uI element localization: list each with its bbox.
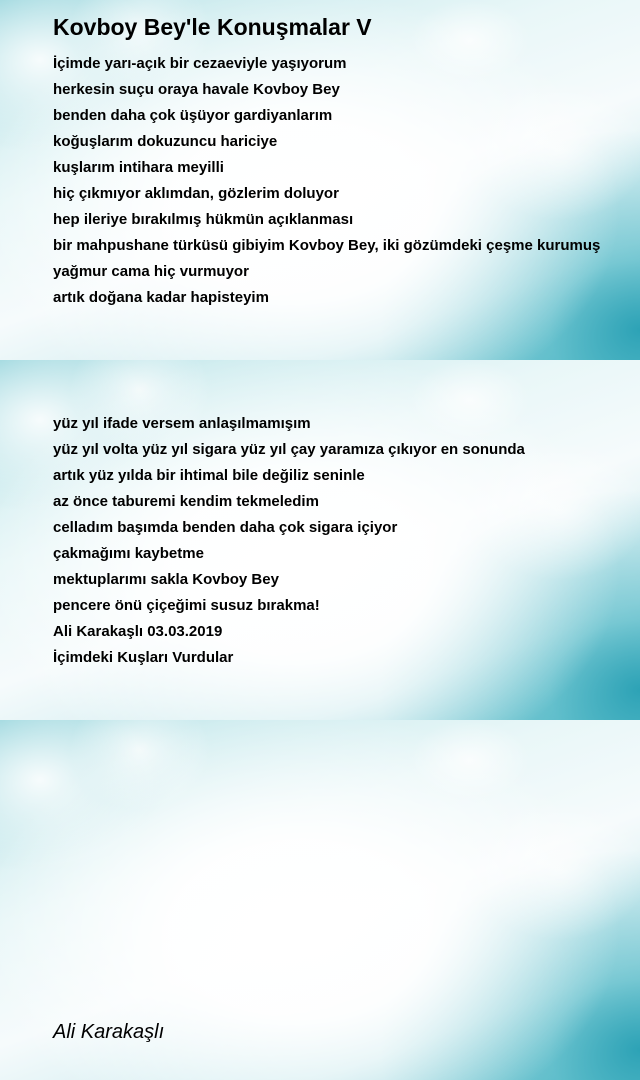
- poem-line: mektuplarımı sakla Kovboy Bey: [53, 571, 279, 588]
- poem-line: pencere önü çiçeğimi susuz bırakma!: [53, 597, 320, 614]
- stanza-2: [53, 411, 525, 671]
- poem-line: az önce taburemi kendim tekmeledim: [53, 493, 319, 510]
- poem-line: yüz yıl ifade versem anlaşılmamışım: [53, 415, 311, 432]
- poem-line: artık doğana kadar hapisteyim: [53, 289, 269, 306]
- poem-line: celladım başımda benden daha çok sigara içiyor: [53, 519, 398, 536]
- poem-line: kuşlarım intihara meyilli: [53, 159, 224, 176]
- poem-line: çakmağımı kaybetme: [53, 545, 204, 562]
- poem-line: hep ileriye bırakılmış hükmün açıklanması: [53, 211, 354, 228]
- poem-line: hiç çıkmıyor aklımdan, gözlerim doluyor: [53, 185, 339, 202]
- poem-line: İçimde yarı-açık bir cezaeviyle yaşıyorum: [53, 55, 347, 72]
- poem-line: yağmur cama hiç vurmuyor: [53, 263, 249, 280]
- poem-line: bir mahpushane türküsü gibiyim Kovboy Bey, iki gözümdeki çeşme kurumuş: [53, 237, 601, 254]
- stanza-1: [53, 51, 600, 311]
- poem-line: benden daha çok üşüyor gardiyanlarım: [53, 107, 333, 124]
- author-name: Ali Karakaşlı: [53, 1021, 165, 1043]
- poem-panel-2: [0, 360, 640, 720]
- poem-line: yüz yıl volta yüz yıl sigara yüz yıl çay yaramıza çıkıyor en sonunda: [53, 441, 525, 458]
- poem-line: herkesin suçu oraya havale Kovboy Bey: [53, 81, 340, 98]
- poem-panel-3: [0, 720, 640, 1080]
- poem-line: artık yüz yılda bir ihtimal bile değiliz seninle: [53, 467, 365, 484]
- poem-signature-line: Ali Karakaşlı 03.03.2019: [53, 623, 223, 640]
- poem-line: koğuşlarım dokuzuncu hariciye: [53, 133, 278, 150]
- poem-title: Kovboy Bey'le Konuşmalar V: [53, 14, 372, 40]
- poem-panel-1: [0, 0, 640, 360]
- poem-book-line: İçimdeki Kuşları Vurdular: [53, 649, 234, 666]
